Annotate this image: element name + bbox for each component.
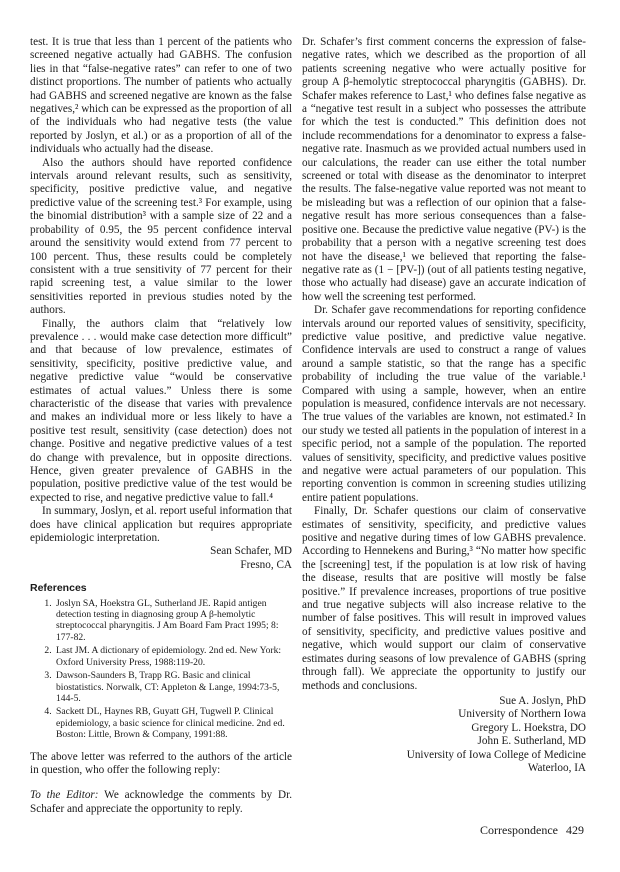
page-number: 429	[566, 823, 584, 837]
signature-line: University of Northern Iowa	[458, 708, 586, 721]
reference-item: 3. Dawson-Saunders B, Trapp RG. Basic and clinical biostatistics. Norwalk, CT: Appleton & Lange, 1994:73-5, 144-5.	[54, 670, 292, 704]
signature-line: Waterloo, IA	[527, 761, 586, 774]
left-paragraph-3: Finally, the authors claim that “relatively low prevalence . . . would make case detection more difficult” and that because of low prevalence, estimates of sensitivity, specificity, positive predictive value, and negative predictive value “would be conservative estimates of actual values.” Unless there is some characteristic of the disease that varies with prevalence and makes an individual more or less likely to have a positive test result, sensitivity (case detection) does not change. Positive and negative predictive values of a test do change with prevalence, but in opposite directions. Hence, given greater prevalence of GABHS in the population, positive predictive value of the test would be expected to rise, and negative predictive value to fall.⁴	[30, 317, 292, 504]
reference-item: 1. Joslyn SA, Hoekstra GL, Sutherland JE. Rapid antigen detection testing in diagnosing group A β-hemolytic streptococcal pharyngitis. J Am Board Fam Pract 1995; 8: 177-82.	[54, 598, 292, 644]
footer-section: Correspondence	[480, 823, 558, 837]
left-paragraph-2: Also the authors should have reported confidence intervals around relevant results, such as sensitivity, specificity, positive predictive value, and negative predictive value of the screening test.³ For example, using the binomial distribution³ with a sample size of 22 and a probability of 0.95, the 95 percent confidence interval around the sensitivity would extend from 77 percent to 100 percent. Thus, these results could be completely consistent with a true sensitivity of 77 percent for their rapid screening test, a value similar to the lower sensitivities reported in previous studies noted by the authors.	[30, 156, 292, 317]
reply-signature	[302, 695, 586, 775]
right-paragraph-1: Dr. Schafer’s first comment concerns the expression of false-negative rates, which we described as the proportion of all patients screening negative who were actually positive for group A β-hemolytic streptococcal pharyngitis (GABHS). Dr. Schafer makes reference to Last,¹ who defines false negative as a “negative test result in a subject who possesses the attribute for which the test is conducted.” This definition does not include recommendations for a denominator to express a false-negative rate. Inasmuch as we provided actual numbers used in our calculations, the reader can use either the total number screened or total with disease as the denominator to interpret the results. The false-negative value reported was not meant to be misleading but was a reflection of our opinion that a false-negative result has more serious consequences than a false-positive one. Because the predictive value negative (PV-) is the probability that a person with a negative screening test does not have the disease,¹ we believed that reporting the false-negative rate as (1 − [PV-]) (out of all patients testing negative, those who actually had disease) gave an accurate indication of how well the screening test performed.	[302, 36, 586, 303]
page-footer	[480, 823, 584, 838]
signature-line: Gregory L. Hoekstra, DO	[471, 721, 586, 734]
reply-opening	[30, 789, 292, 816]
references-list	[30, 598, 292, 741]
signature-line: University of Iowa College of Medicine	[406, 748, 586, 761]
references-heading: References	[30, 582, 87, 595]
letter-signature	[30, 545, 292, 572]
reply-opening-text: We acknowledge the comments by Dr. Schafer and appreciate the opportunity to reply.	[30, 789, 292, 815]
signature-location: Fresno, CA	[240, 558, 292, 571]
right-paragraph-2: Dr. Schafer gave recommendations for reporting confidence intervals around our reported values of sensitivity, specificity, predictive value positive, and predictive value negative. Confidence intervals are used to construct a range of values around a sample statistic, so that the range has a specific probability of including the true value of the variable.¹ Compared with using a sample, however, when an entire population is measured, confidence intervals are not necessary. The true values of the variables are known, not estimated.² In our study we tested all patients in the population of interest in a specific period, not a sample of the population. The reported values of sensitivity, specificity, and predictive values positive and negative were actual parameters of our population. This reporting convention is common in screening studies utilizing entire patient populations.	[302, 304, 586, 504]
reference-item: 2. Last JM. A dictionary of epidemiology. 2nd ed. New York: Oxford University Press, 1988:119-20.	[54, 645, 292, 668]
left-paragraph-1: test. It is true that less than 1 percent of the patients who screened negative actually had GABHS. The confusion lies in that “false-negative rates” can refer to one of two distinct proportions. The number of patients who actually had GABHS and screened negative are known as the false negatives,² which can be expressed as the proportion of all of the individuals who had negative tests (the value reported by Joslyn, et al.) or as a proportion of all of the individuals who actually had the disease.	[30, 36, 292, 156]
editor-note: The above letter was referred to the authors of the article in question, who offer the following reply:	[30, 750, 292, 776]
reply-salutation: To the Editor:	[30, 789, 99, 802]
signature-line: John E. Sutherland, MD	[477, 735, 586, 748]
right-column	[302, 36, 586, 775]
signature-line: Sue A. Joslyn, PhD	[499, 694, 586, 707]
signature-name: Sean Schafer, MD	[210, 545, 292, 558]
reference-item: 4. Sackett DL, Haynes RB, Guyatt GH, Tugwell P. Clinical epidemiology, a basic science for clinical medicine. 2nd ed. Boston: Little, Brown & Company, 1991:88.	[54, 706, 292, 740]
right-paragraph-3: Finally, Dr. Schafer questions our claim of conservative estimates of sensitivity, specificity, and predictive values positive and negative during times of low GABHS prevalence. According to Hennekens and Buring,³ “No matter how specific the [screening] test, if the population is at low risk of having the disease, results that are positive will mostly be false positive.” If prevalence increases, proportions of true positive and true negative subjects will also increase relative to the number of false positives. This will result in improved values of sensitivity, specificity, and predictive values positive and negative, which would support our claim of conservative estimates during seasons of low prevalence of GABHS (spring through fall). We appreciate the opportunity to justify our methods and conclusions.	[302, 505, 586, 692]
left-column	[30, 36, 292, 816]
left-paragraph-4: In summary, Joslyn, et al. report useful information that does have clinical application but requires appropriate epidemiologic interpretation.	[30, 505, 292, 545]
